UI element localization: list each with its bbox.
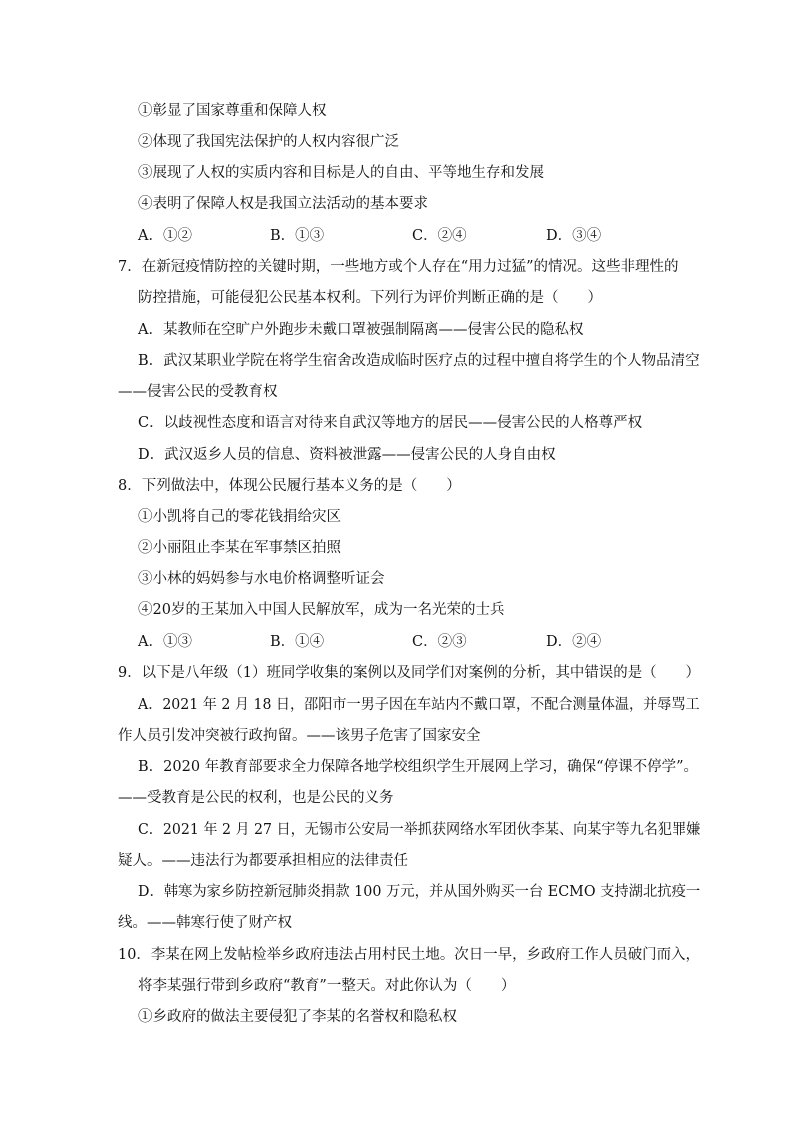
q8-options	[138, 632, 658, 652]
q7-option-c: C．以歧视性态度和语言对待来自武汉等地方的居民——侵害公民的人格尊严权	[138, 415, 643, 431]
q6-statement-4: ④表明了保障人权是我国立法活动的基本要求	[138, 196, 428, 212]
q8-statement-3: ③小林的妈妈参与水电价格调整听证会	[138, 571, 385, 587]
q6-options	[138, 226, 658, 246]
q9-option-d-line-2: 线。——韩寒行使了财产权	[118, 915, 292, 931]
q6-option-b: B．①③	[270, 228, 325, 244]
q9-option-b-line-2: ——受教育是公民的权利，也是公民的义务	[118, 790, 394, 806]
q8-option-a: A．①③	[138, 634, 192, 650]
q7-stem-line-1: 7．在新冠疫情防控的关键时期，一些地方或个人存在“用力过猛”的情况。这些非理性的	[118, 259, 679, 275]
q8-stem: 8．下列做法中，体现公民履行基本义务的是（ ）	[118, 478, 461, 494]
q8-option-b: B．①④	[270, 634, 325, 650]
q9-option-c-line-1: C．2021 年 2 月 27 日，无锡市公安局一举抓获网络水军团伙李某、向某宇等九名犯罪嫌	[138, 822, 701, 838]
q7-option-a: A．某教师在空旷户外跑步未戴口罩被强制隔离——侵害公民的隐私权	[138, 322, 584, 338]
q10-stem-line-1: 10．李某在网上发帖检举乡政府违法占用村民土地。次日一早，乡政府工作人员破门而入，	[118, 947, 700, 963]
q6-option-c: C．②④	[412, 228, 467, 244]
q9-stem: 9．以下是八年级（1）班同学收集的案例以及同学们对案例的分析，其中错误的是（ ）	[118, 665, 700, 681]
q9-option-a-line-1: A．2021 年 2 月 18 日，邵阳市一男子因在车站内不戴口罩，不配合测量体温，并辱骂工	[138, 697, 700, 713]
q8-statement-1: ①小凯将自己的零花钱捐给灾区	[138, 509, 341, 525]
q7-stem-line-2: 防控措施，可能侵犯公民基本权利。下列行为评价判断正确的是（ ）	[138, 290, 602, 306]
q8-statement-4: ④20岁的王某加入中国人民解放军，成为一名光荣的士兵	[138, 602, 505, 618]
q8-option-d: D．②④	[546, 634, 602, 650]
q9-option-b-line-1: B．2020 年教育部要求全力保障各地学校组织学生开展网上学习，确保“停课不停学”。	[138, 759, 698, 775]
q8-option-c: C．②③	[412, 634, 467, 650]
q6-statement-1: ①彰显了国家尊重和保障人权	[138, 103, 327, 119]
q7-option-b-line-1: B．武汉某职业学院在将学生宿舍改造成临时医疗点的过程中擅自将学生的个人物品清空	[138, 353, 700, 369]
q9-option-c-line-2: 疑人。——违法行为都要承担相应的法律责任	[118, 853, 408, 869]
q6-statement-3: ③展现了人权的实质内容和目标是人的自由、平等地生存和发展	[138, 165, 544, 181]
q6-option-d: D．③④	[546, 228, 602, 244]
q9-option-d-line-1: D．韩寒为家乡防控新冠肺炎捐款 100 万元，并从国外购买一台 ECMO 支持湖北抗疫一	[138, 884, 701, 900]
q7-option-d: D．武汉返乡人员的信息、资料被泄露——侵害公民的人身自由权	[138, 447, 556, 463]
q10-stem-line-2: 将李某强行带到乡政府“教育”一整天。对此你认为（ ）	[138, 978, 516, 994]
q10-statement-1: ①乡政府的做法主要侵犯了李某的名誉权和隐私权	[138, 1009, 457, 1025]
q6-statement-2: ②体现了我国宪法保护的人权内容很广泛	[138, 134, 399, 150]
q7-option-b-line-2: ——侵害公民的受教育权	[118, 384, 278, 400]
q6-option-a: A．①②	[138, 228, 192, 244]
q8-statement-2: ②小丽阻止李某在军事禁区拍照	[138, 540, 341, 556]
q9-option-a-line-2: 作人员引发冲突被行政拘留。——该男子危害了国家安全	[118, 728, 481, 744]
